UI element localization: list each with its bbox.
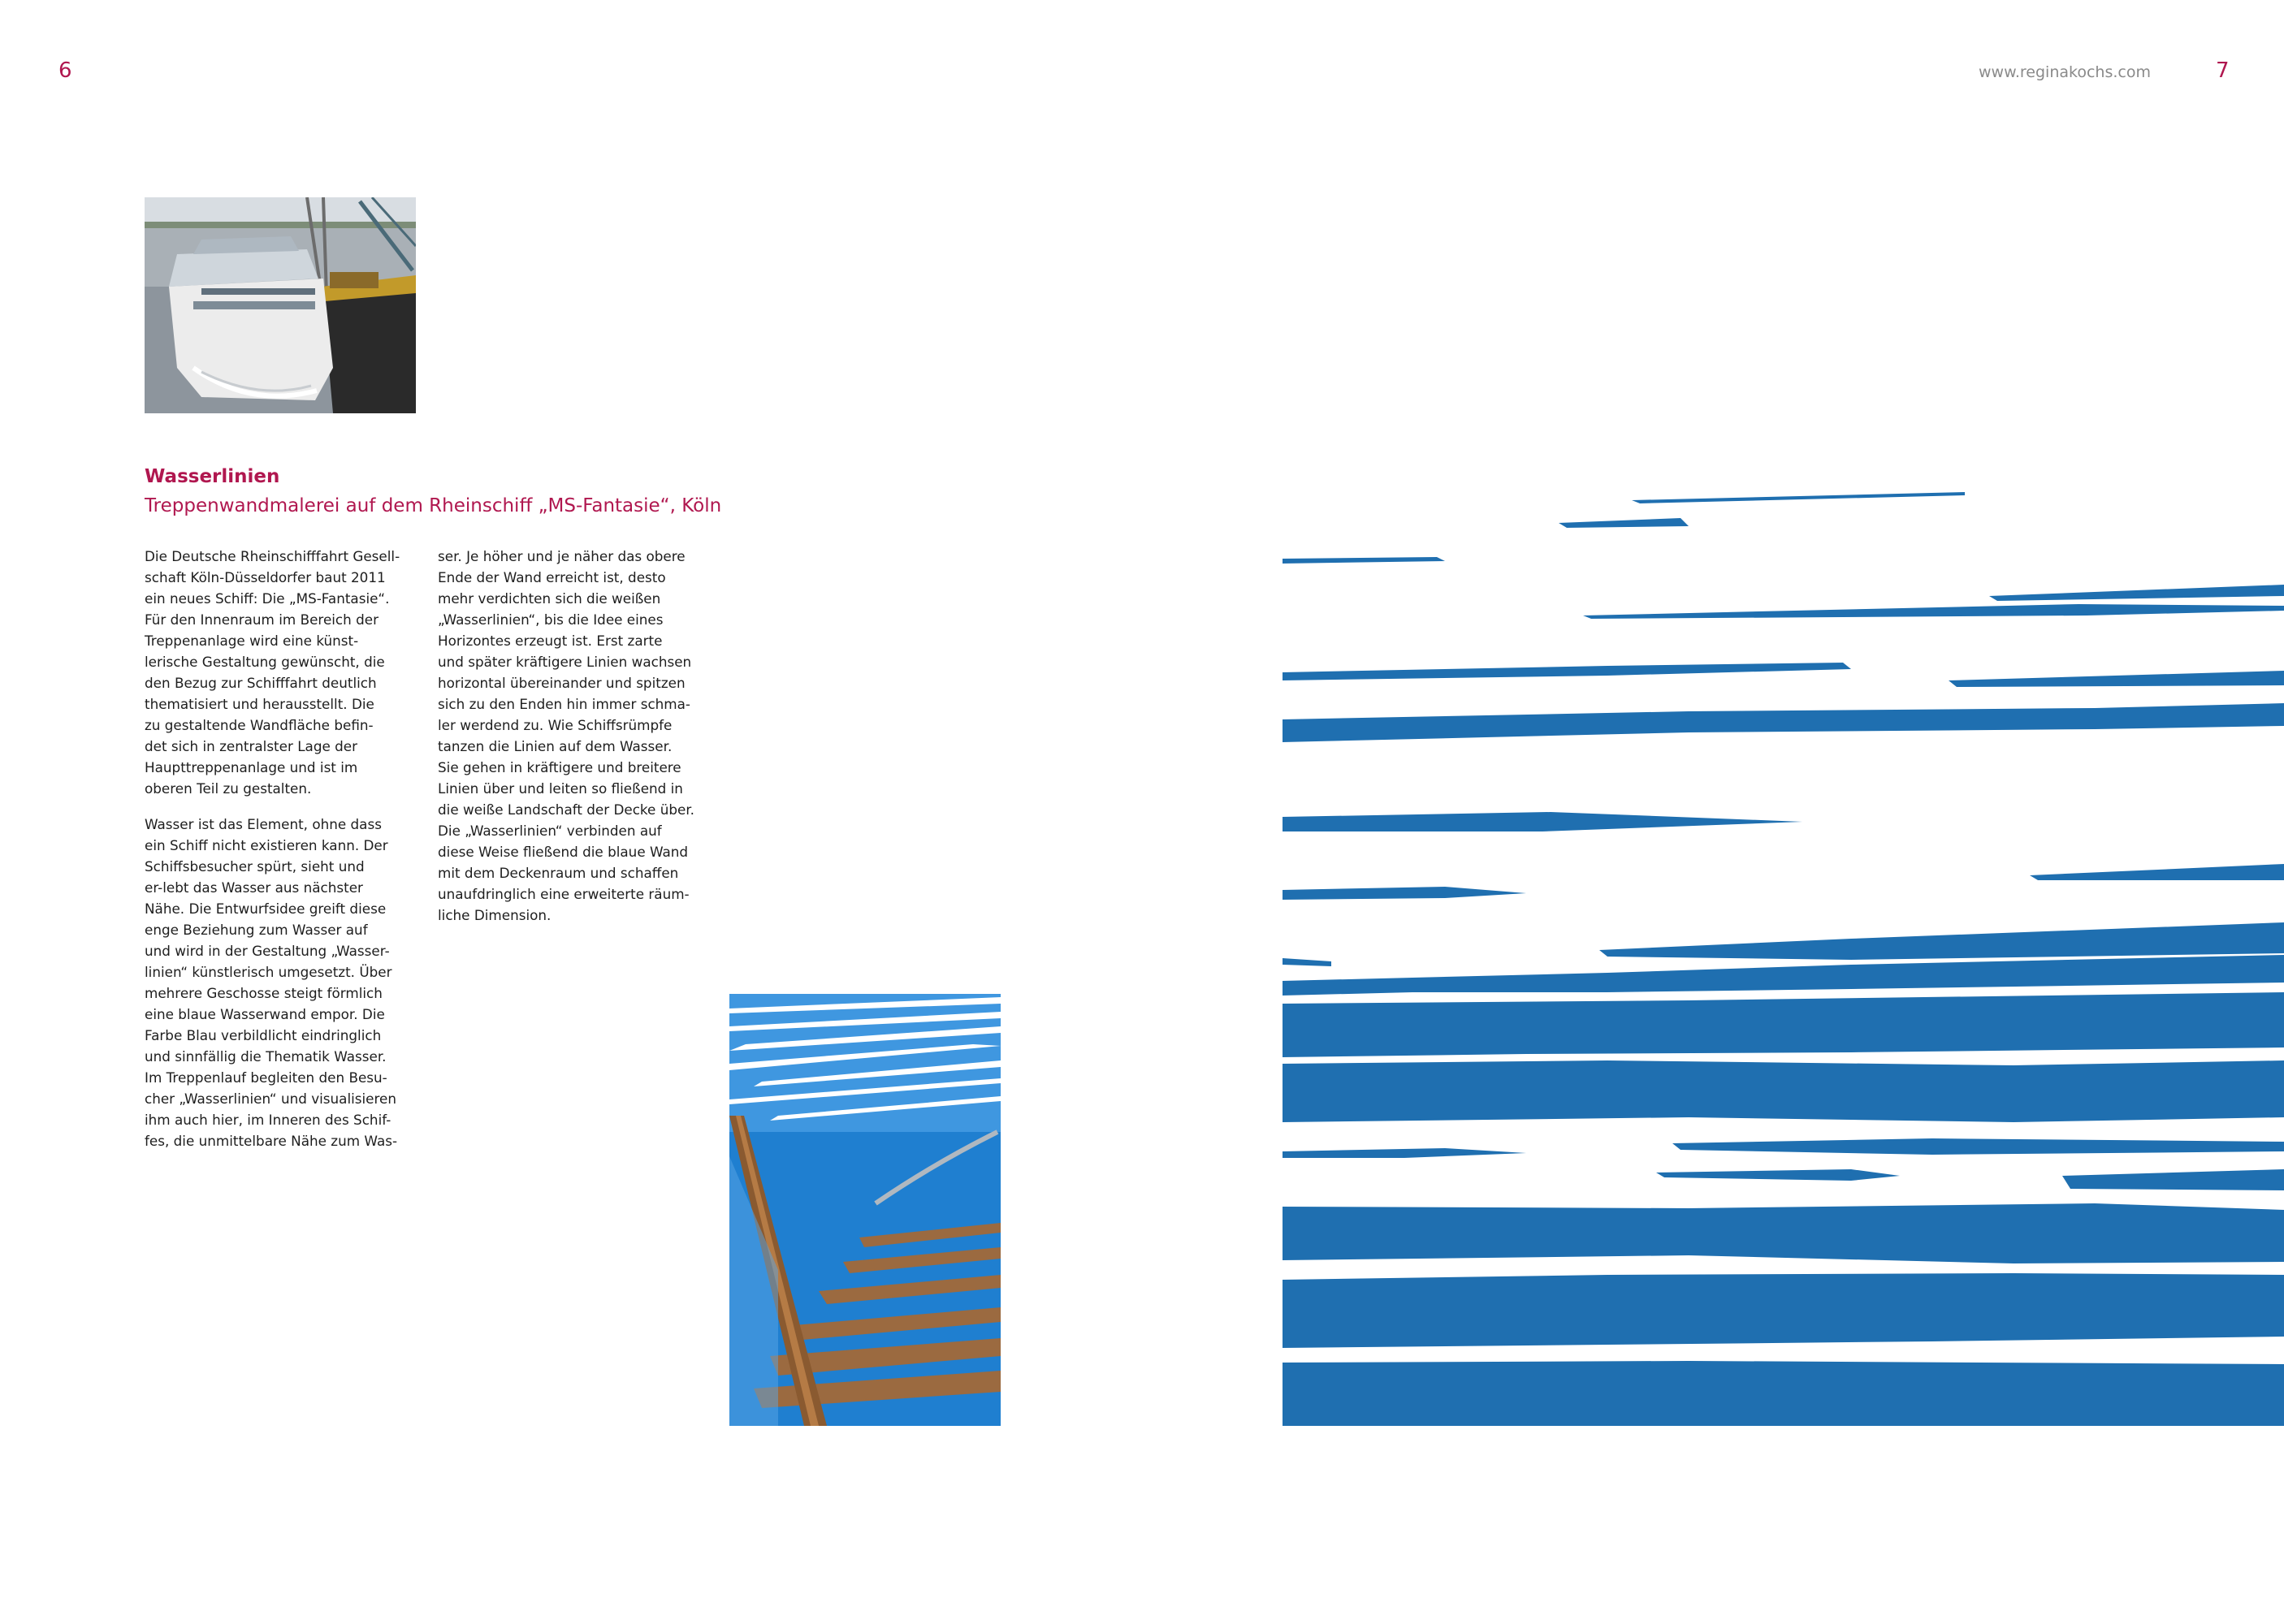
text-line: und später kräftigere Linien wachsen: [438, 654, 692, 670]
text-column-right: [438, 546, 724, 926]
text-line: den Bezug zur Schifffahrt deutlich: [145, 675, 377, 691]
text-line: Horizontes erzeugt ist. Erst zarte: [438, 633, 663, 649]
page-number-left: 6: [58, 58, 72, 83]
text-line: er-lebt das Wasser aus nächster: [145, 879, 363, 896]
text-line: diese Weise fließend die blaue Wand: [438, 844, 689, 860]
water-lines-artwork: [1283, 468, 2284, 1426]
text-line: unaufdringlich eine erweiterte räum-: [438, 886, 690, 902]
text-line: Linien über und leiten so fließend in: [438, 780, 683, 797]
text-line: „Wasserlinien“, bis die Idee eines: [438, 611, 664, 628]
text-line: mit dem Deckenraum und schaffen: [438, 865, 679, 881]
text-line: enge Beziehung zum Wasser auf: [145, 922, 368, 938]
text-line: Haupttreppenanlage und ist im: [145, 759, 358, 775]
text-line: cher „Wasserlinien“ und visualisieren: [145, 1091, 396, 1107]
text-line: lerische Gestaltung gewünscht, die: [145, 654, 385, 670]
text-line: thematisiert und herausstellt. Die: [145, 696, 374, 712]
text-line: schaft Köln-Düsseldorfer baut 2011: [145, 569, 386, 585]
paragraph-2: [145, 814, 430, 1151]
text-line: mehrere Geschosse steigt förmlich: [145, 985, 383, 1001]
text-line: horizontal übereinander und spitzen: [438, 675, 686, 691]
text-line: Sie gehen in kräftigere und breitere: [438, 759, 681, 775]
text-line: zu gestaltende Wandfläche befin-: [145, 717, 374, 733]
website-url[interactable]: www.reginakochs.com: [1979, 63, 2151, 81]
text-line: fes, die unmittelbare Nähe zum Was-: [145, 1133, 398, 1149]
text-line: Farbe Blau verbildlicht eindringlich: [145, 1027, 382, 1043]
text-line: Wasser ist das Element, ohne dass: [145, 816, 382, 832]
text-line: tanzen die Linien auf dem Wasser.: [438, 738, 673, 754]
text-line: oberen Teil zu gestalten.: [145, 780, 312, 797]
ship-photo: [145, 197, 416, 413]
text-line: und sinnfällig die Thematik Wasser.: [145, 1048, 387, 1065]
text-line: ler werdend zu. Wie Schiffsrümpfe: [438, 717, 673, 733]
staircase-photo: [729, 994, 1001, 1426]
text-column-left: [145, 546, 430, 1151]
text-line: linien“ künstlerisch umgesetzt. Über: [145, 964, 392, 980]
text-line: Für den Innenraum im Bereich der: [145, 611, 379, 628]
text-line: eine blaue Wasserwand empor. Die: [145, 1006, 385, 1022]
text-line: Nähe. Die Entwurfsidee greift diese: [145, 901, 387, 917]
text-line: Im Treppenlauf begleiten den Besu-: [145, 1069, 387, 1086]
text-line: sich zu den Enden hin immer schma-: [438, 696, 690, 712]
text-line: die weiße Landschaft der Decke über.: [438, 801, 695, 818]
text-line: liche Dimension.: [438, 907, 552, 923]
text-line: Die „Wasserlinien“ verbinden auf: [438, 823, 662, 839]
text-line: Ende der Wand erreicht ist, desto: [438, 569, 666, 585]
text-line: mehr verdichten sich die weißen: [438, 590, 661, 607]
article-title: Wasserlinien: [145, 466, 280, 487]
text-line: Treppenanlage wird eine künst-: [145, 633, 359, 649]
text-line: ihm auch hier, im Inneren des Schif-: [145, 1112, 391, 1128]
text-line: ein Schiff nicht existieren kann. Der: [145, 837, 388, 853]
text-line: und wird in der Gestaltung „Wasser-: [145, 943, 390, 959]
text-line: det sich in zentralster Lage der: [145, 738, 358, 754]
paragraph-1: [145, 546, 430, 799]
article-subtitle: Treppenwandmalerei auf dem Rheinschiff „MS-Fantasie“, Köln: [145, 495, 722, 516]
text-line: ein neues Schiff: Die „MS-Fantasie“.: [145, 590, 390, 607]
text-line: ser. Je höher und je näher das obere: [438, 548, 686, 564]
text-line: Schiffsbesucher spürt, sieht und: [145, 858, 365, 875]
page-number-right: 7: [2216, 58, 2230, 83]
text-line: Die Deutsche Rheinschifffahrt Gesell-: [145, 548, 400, 564]
